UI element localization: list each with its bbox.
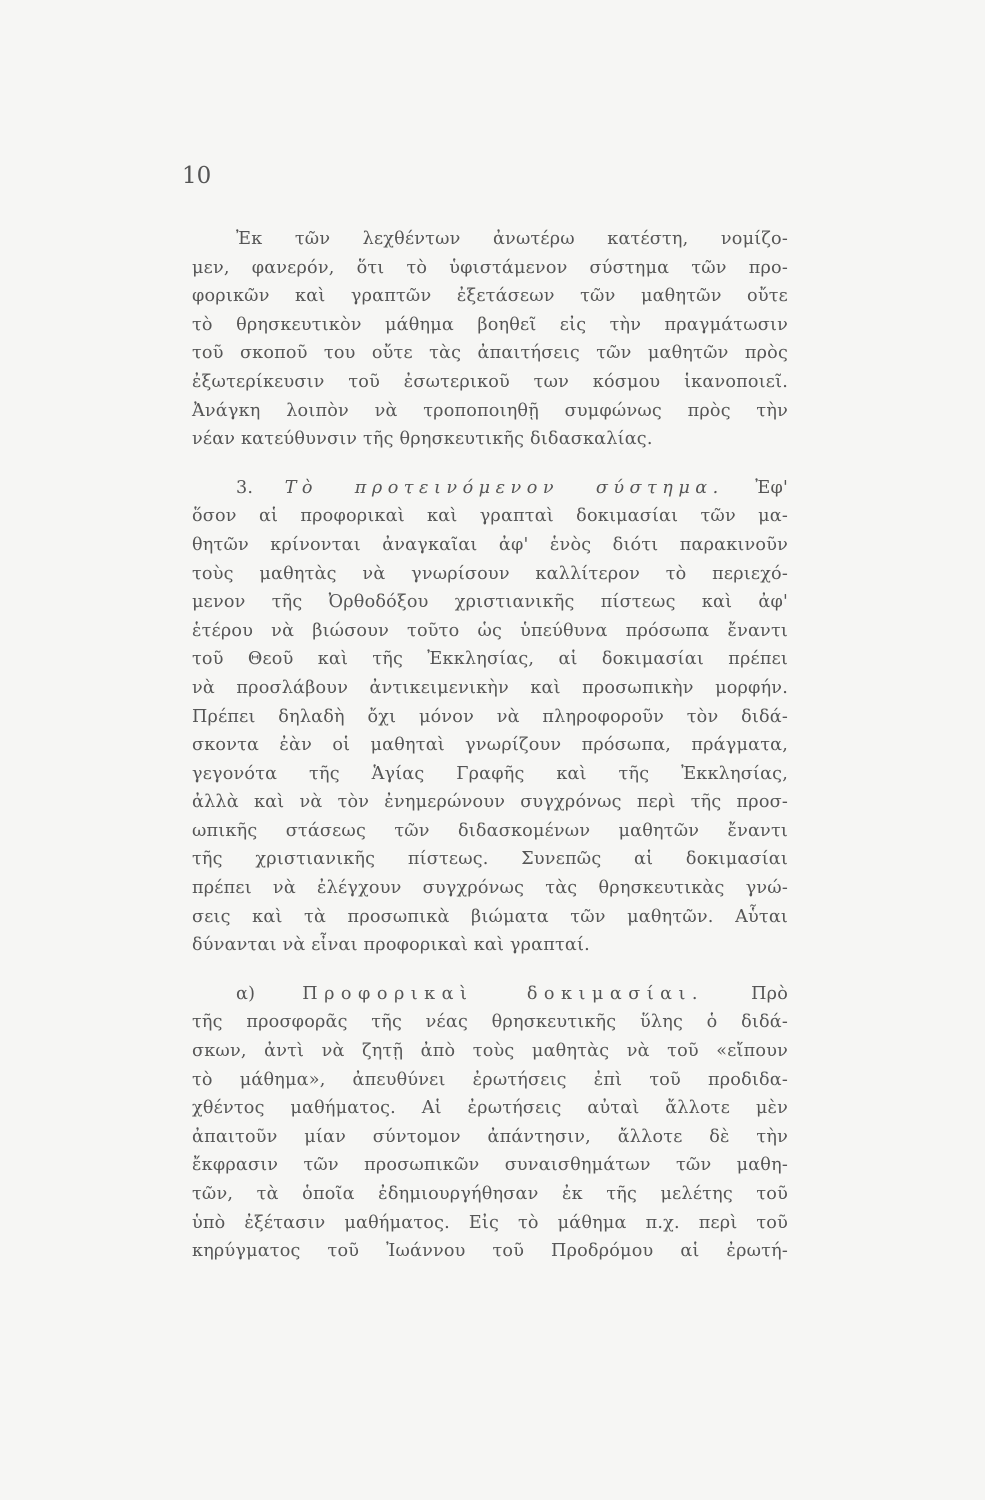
section-heading-line [192, 474, 788, 503]
text-line: Ἀνάγκη λοιπὸν νὰ τροποποιηθῇ συμφώνως πρὸς τὴν [192, 400, 788, 421]
paragraph-1 [192, 225, 788, 454]
text-line: νέαν κατεύθυνσιν τῆς θρησκευτικῆς διδασκαλίας. [192, 429, 653, 450]
text-line: μενον τῆς Ὀρθοδόξου χριστιανικῆς πίστεως καὶ ἀφ' [192, 592, 788, 613]
text-line: ωπικῆς στάσεως τῶν διδασκομένων μαθητῶν ἔναντι [192, 820, 788, 841]
section-title: Τὸ προτεινόμενον σύστημα. [284, 477, 724, 498]
text-fragment: Πρὸ [751, 983, 788, 1004]
text-line: ἑτέρου νὰ βιώσουν τοῦτο ὡς ὑπεύθυνα πρόσωπα ἔναντι [192, 620, 788, 641]
paragraph-spacer [192, 960, 788, 980]
page-number: 10 [182, 163, 212, 189]
text-line: ἀπαιτοῦν μίαν σύντομον ἀπάντησιν, ἄλλοτε δὲ τὴν [192, 1126, 788, 1147]
text-line: τὸ μάθημα», ἀπευθύνει ἐρωτήσεις ἐπὶ τοῦ προδιδα- [192, 1069, 788, 1090]
text-line: τῆς χριστιανικῆς πίστεως. Συνεπῶς αἱ δοκιμασίαι [192, 849, 788, 870]
text-line: θητῶν κρίνονται ἀναγκαῖαι ἀφ' ἑνὸς διότι παρακινοῦν [192, 534, 788, 555]
text-line: Ἐκ τῶν λεχθέντων ἀνωτέρω κατέστη, νομίζο- [236, 229, 788, 249]
text-line: τὸ θρησκευτικὸν μάθημα βοηθεῖ εἰς τὴν πραγμάτωσιν [192, 314, 788, 335]
text-line: τῶν, τὰ ὁποῖα ἐδημιουργήθησαν ἐκ τῆς μελέτης τοῦ [192, 1184, 788, 1204]
text-line: σκοντα ἐὰν οἱ μαθηταὶ γνωρίζουν πρόσωπα, πράγματα, [192, 735, 788, 756]
text-line: ὅσον αἱ προφορικαὶ καὶ γραπταὶ δοκιμασίαι τῶν μα- [192, 506, 788, 527]
subsection-title: Προφορικαὶ δοκιμασίαι. [302, 983, 705, 1004]
text-line: γεγονότα τῆς Ἁγίας Γραφῆς καὶ τῆς Ἐκκλησίας, [192, 763, 788, 784]
body-text [192, 225, 788, 1266]
text-line: πρέπει νὰ ἐλέγχουν συγχρόνως τὰς θρησκευτικὰς γνώ- [192, 878, 788, 899]
text-line: τοὺς μαθητὰς νὰ γνωρίσουν καλλίτερον τὸ περιεχό- [192, 563, 788, 584]
text-line: τοῦ Θεοῦ καὶ τῆς Ἐκκλησίας, αἱ δοκιμασίαι πρέπει [192, 649, 788, 670]
paragraph-2 [192, 474, 788, 960]
text-line: νὰ προσλάβουν ἀντικειμενικὴν καὶ προσωπικὴν μορφήν. [192, 677, 788, 698]
text-line: κηρύγματος τοῦ Ἰωάννου τοῦ Προδρόμου αἱ ἐρωτή- [192, 1241, 788, 1262]
text-line: ὑπὸ ἐξέτασιν μαθήματος. Εἰς τὸ μάθημα π.χ. περὶ τοῦ [192, 1212, 788, 1233]
text-line: ἔκφρασιν τῶν προσωπικῶν συναισθημάτων τῶν μαθη- [192, 1155, 788, 1176]
text-line: σεις καὶ τὰ προσωπικὰ βιώματα τῶν μαθητῶν. Αὗται [192, 906, 788, 927]
text-line: σκων, ἀντὶ νὰ ζητῇ ἀπὸ τοὺς μαθητὰς νὰ τοῦ «εἴπουν [192, 1041, 788, 1062]
paragraph-spacer [192, 454, 788, 474]
section-number: 3. [236, 477, 254, 498]
subsection-label: α) [236, 983, 256, 1004]
text-line: φορικῶν καὶ γραπτῶν ἐξετάσεων τῶν μαθητῶν οὔτε [192, 286, 788, 307]
text-line: χθέντος μαθήματος. Αἱ ἐρωτήσεις αὐταὶ ἄλλοτε μὲν [192, 1098, 788, 1119]
text-line: Πρέπει δηλαδὴ ὄχι μόνον νὰ πληροφοροῦν τὸν διδά- [192, 706, 788, 727]
text-line: τῆς προσφορᾶς τῆς νέας θρησκευτικῆς ὕλης ὁ διδά- [192, 1012, 788, 1033]
text-line: δύνανται νὰ εἶναι προφορικαὶ καὶ γραπταί. [192, 935, 590, 956]
section-heading-line [192, 980, 788, 1009]
paragraph-3 [192, 980, 788, 1266]
text-line: τοῦ σκοποῦ του οὔτε τὰς ἀπαιτήσεις τῶν μαθητῶν πρὸς [192, 343, 788, 364]
text-line: μεν, φανερόν, ὅτι τὸ ὑφιστάμενον σύστημα τῶν προ- [192, 257, 788, 278]
text-line: ἐξωτερίκευσιν τοῦ ἐσωτερικοῦ των κόσμου ἱκανοποιεῖ. [192, 371, 788, 392]
text-line: ἀλλὰ καὶ νὰ τὸν ἐνημερώνουν συγχρόνως περὶ τῆς προσ- [192, 792, 788, 813]
text-fragment: Ἐφ' [755, 477, 788, 498]
